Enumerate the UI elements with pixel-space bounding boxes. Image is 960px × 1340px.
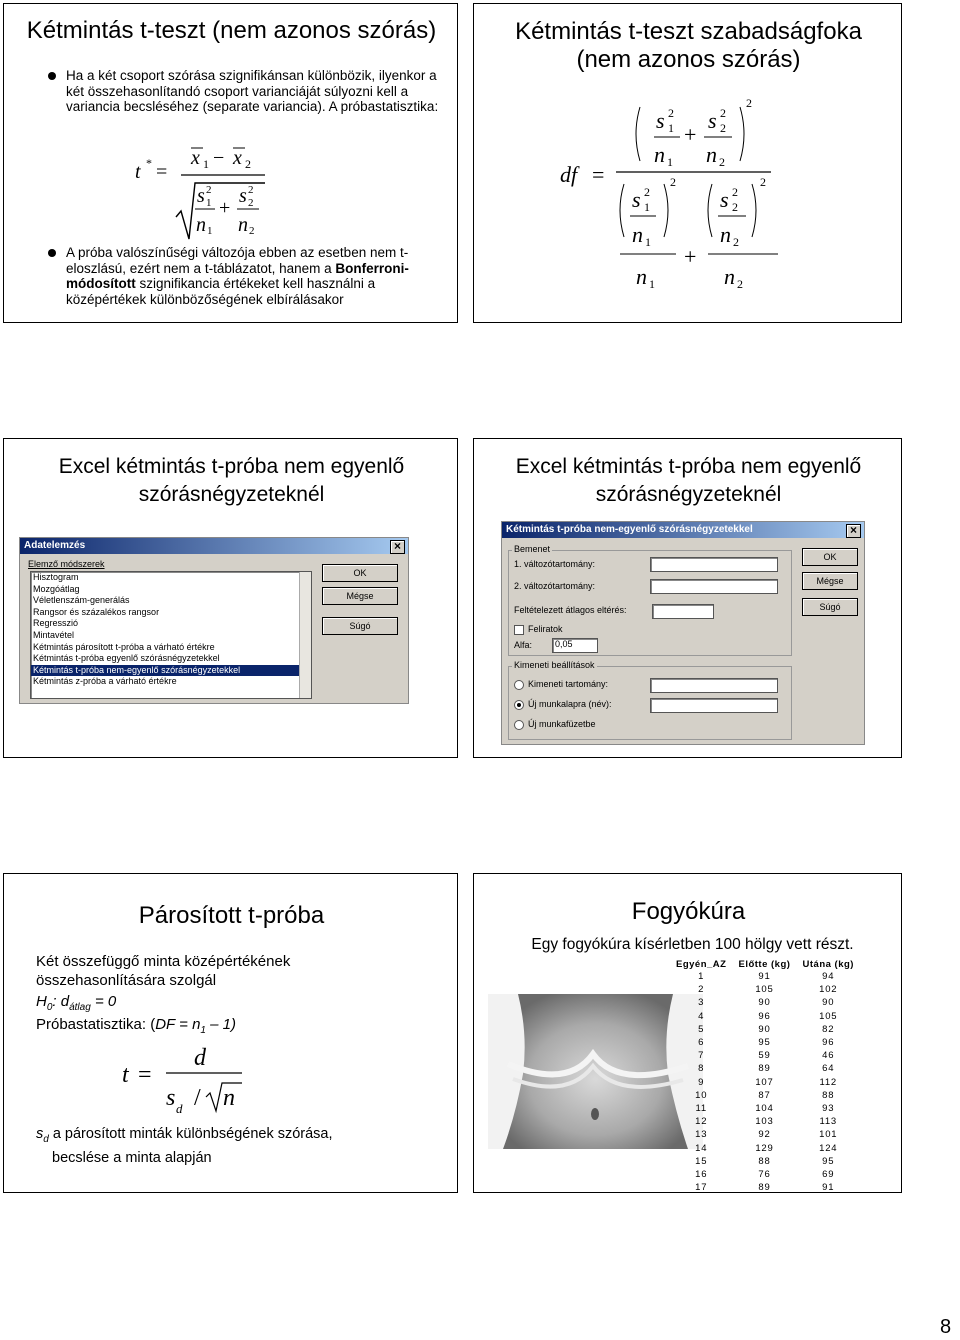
svg-text:s: s: [632, 187, 641, 212]
svg-text:/: /: [194, 1085, 201, 1111]
svg-text:s: s: [708, 108, 717, 133]
svg-text:=: =: [592, 162, 605, 187]
svg-text:=: =: [156, 161, 168, 183]
svg-text:n: n: [223, 1085, 235, 1111]
bonferroni-bold: Bonferroni-módosított: [66, 260, 409, 291]
list-item[interactable]: Hisztogram: [33, 572, 79, 582]
svg-text:=: =: [138, 1062, 152, 1088]
table-cell: 8: [698, 1063, 705, 1075]
table-cell: 46: [822, 1050, 835, 1062]
svg-text:+: +: [684, 244, 697, 269]
table-cell: 12: [695, 1116, 708, 1128]
table-cell: 102: [819, 984, 838, 996]
svg-text:1: 1: [668, 121, 674, 135]
table-cell: 94: [822, 971, 835, 983]
paired-description: Két összefüggő minta középértékének összehasonlítására szolgál: [36, 953, 291, 989]
output-group-label: Kimeneti beállítások: [514, 660, 595, 670]
bullet-text: Ha a két csoport szórása szignifikánsan különbözik, ilyenkor a két összehasonlítandó csoport varianciáját súlyozni kell a variancia becsléséhez (separate variancia). A próbastatisztika:: [66, 68, 439, 114]
table-row: [670, 1128, 860, 1141]
svg-text:1: 1: [649, 277, 655, 291]
var1-input[interactable]: [650, 557, 778, 572]
svg-text:n: n: [654, 142, 665, 167]
table-cell: 16: [695, 1168, 708, 1180]
svg-text:n: n: [636, 264, 647, 289]
sd-text2: becslése a minta alapján: [52, 1149, 212, 1166]
slide-title: Párosított t-próba: [138, 902, 325, 929]
close-icon[interactable]: ×: [390, 540, 405, 554]
table-cell: 93: [822, 1102, 835, 1114]
table-cell: 82: [822, 1023, 835, 1035]
t-statistic-formula: [129, 139, 279, 244]
list-item[interactable]: Kétmintás t-próba nem-egyenlő szórásnégyzetekkel: [31, 665, 311, 677]
table-cell: 90: [758, 1023, 771, 1035]
svg-text:*: *: [146, 156, 152, 170]
table-cell: 124: [819, 1142, 838, 1154]
table-cell: 6: [698, 1037, 705, 1049]
table-cell: 91: [758, 971, 771, 983]
svg-text:2: 2: [644, 185, 650, 199]
svg-text:s: s: [166, 1085, 176, 1111]
table-cell: 59: [758, 1050, 771, 1062]
null-hypothesis: [36, 993, 116, 1013]
h0-d: : d: [52, 993, 70, 1010]
table-cell: 7: [698, 1050, 705, 1062]
close-icon[interactable]: ×: [846, 524, 861, 538]
table-cell: 88: [758, 1155, 771, 1167]
svg-text:s: s: [720, 187, 729, 212]
table-cell: 105: [755, 984, 774, 996]
svg-text:n: n: [238, 214, 248, 236]
svg-text:2: 2: [733, 235, 739, 249]
stat-df: DF: [155, 1016, 175, 1033]
h0-end: = 0: [90, 993, 117, 1010]
table-row: [670, 1062, 860, 1075]
svg-text:1: 1: [645, 235, 651, 249]
var2-input[interactable]: [650, 579, 778, 594]
table-cell: 96: [822, 1037, 835, 1049]
table-cell: 113: [819, 1116, 838, 1128]
table-cell: 90: [758, 997, 771, 1009]
slide-diet-example: [473, 873, 902, 1193]
df-formula: [556, 92, 866, 302]
table-cell: 69: [822, 1168, 835, 1180]
table-cell: 129: [755, 1142, 774, 1154]
svg-text:2: 2: [719, 155, 725, 169]
svg-text:n: n: [720, 222, 731, 247]
svg-text:x: x: [233, 147, 242, 169]
slide-subtitle: Egy fogyókúra kísérletben 100 hölgy vett részt.: [531, 936, 854, 953]
table-cell: 9: [698, 1076, 705, 1088]
svg-text:+: +: [219, 197, 231, 219]
input-group-label: Bemenet: [514, 544, 551, 554]
list-item[interactable]: Regresszió: [33, 618, 79, 629]
table-row: [670, 1010, 860, 1023]
table-cell: 13: [695, 1129, 708, 1141]
output-range-input[interactable]: [650, 678, 778, 693]
svg-text:2: 2: [245, 157, 251, 171]
table-row: [670, 1049, 860, 1062]
table-cell: 3: [698, 997, 705, 1009]
page-number: 8: [940, 1316, 952, 1338]
table-cell: 4: [698, 1010, 705, 1022]
table-cell: 15: [695, 1155, 708, 1167]
stat-a: Próbastatisztika: (: [36, 1016, 156, 1033]
slide-excel-dialog-2: [473, 438, 902, 758]
table-row: [670, 983, 860, 996]
diet-table: [670, 959, 860, 1193]
help-button[interactable]: Súgó: [322, 617, 398, 635]
new-sheet-radio[interactable]: [514, 700, 524, 710]
hyp-diff-input[interactable]: [652, 604, 714, 619]
slide-title: Excel kétmintás t-próba nem egyenlő szórásnégyzeteknél: [515, 455, 862, 506]
alpha-label: Alfa:: [514, 640, 533, 650]
table-cell: 11: [695, 1102, 707, 1114]
table-cell: 14: [695, 1142, 708, 1154]
bullet-text-end: szignifikancia értékeket kell használni a középértékek különbözőségének elbírálásakor: [66, 276, 376, 307]
t-test-dialog: [501, 521, 865, 745]
var1-label: 1. változótartomány:: [514, 559, 596, 569]
bullet-dot-icon: [48, 249, 56, 257]
svg-text:2: 2: [746, 96, 752, 110]
svg-text:1: 1: [203, 157, 209, 171]
table-body: [670, 970, 860, 1193]
list-item[interactable]: Mozgóátlag: [33, 583, 80, 594]
svg-text:d: d: [176, 1101, 183, 1116]
table-row: [670, 1076, 860, 1089]
svg-text:2: 2: [206, 184, 212, 196]
table-row: [670, 1115, 860, 1128]
table-cell: 101: [819, 1129, 838, 1141]
table-row: [670, 1181, 860, 1193]
table-cell: 88: [822, 1089, 835, 1101]
scrollbar[interactable]: [299, 572, 311, 698]
sd-description: [36, 1125, 333, 1167]
svg-text:x: x: [191, 147, 200, 169]
bullet-bonferroni: [66, 245, 426, 307]
table-cell: 64: [822, 1063, 835, 1075]
sd-s: s: [36, 1126, 44, 1142]
svg-text:2: 2: [670, 175, 676, 189]
labels-label: Feliratok: [528, 624, 563, 634]
svg-text:2: 2: [720, 106, 726, 120]
table-cell: 91: [822, 1182, 835, 1193]
table-cell: 104: [755, 1102, 774, 1114]
slide-paired-t-test: [3, 873, 458, 1193]
svg-text:+: +: [684, 122, 697, 147]
list-item[interactable]: Kétmintás párosított t-próba a várható értékre: [33, 641, 215, 652]
h0-atlag: átlag: [69, 1002, 91, 1013]
table-row: [670, 970, 860, 983]
list-item[interactable]: Mintavétel: [33, 629, 75, 640]
table-cell: 92: [758, 1129, 771, 1141]
slide-degrees-of-freedom: [473, 3, 902, 323]
svg-text:1: 1: [644, 200, 650, 214]
slide-title: Kétmintás t-teszt (nem azonos szórás): [26, 17, 437, 44]
ok-button[interactable]: OK: [322, 564, 398, 582]
table-row: [670, 1089, 860, 1102]
svg-text:n: n: [632, 222, 643, 247]
svg-text:1: 1: [667, 155, 673, 169]
svg-text:n: n: [724, 264, 735, 289]
dialog-titlebar: [502, 522, 864, 538]
table-row: [670, 1168, 860, 1181]
alpha-input[interactable]: [552, 638, 598, 653]
methods-label: Elemző módszerek: [28, 559, 105, 569]
sd-sub: d: [43, 1133, 49, 1145]
svg-text:1: 1: [207, 225, 213, 237]
table-header-row: [670, 959, 860, 970]
svg-text:s: s: [239, 185, 247, 207]
svg-text:s: s: [656, 108, 665, 133]
svg-text:2: 2: [720, 121, 726, 135]
table-cell: 17: [695, 1182, 708, 1193]
table-cell: 76: [758, 1168, 771, 1180]
table-cell: 89: [758, 1182, 771, 1193]
list-item[interactable]: Kétmintás t-próba egyenlő szórásnégyzetekkel: [33, 653, 220, 664]
output-range-radio[interactable]: [514, 680, 524, 690]
bullet-text: A próba valószínűségi változója ebben az esetben nem t-eloszlású, ezért nem a t-táblázatot, hanem a: [66, 245, 409, 276]
list-item[interactable]: Kétmintás z-próba a várható értékre: [33, 676, 177, 687]
svg-text:1: 1: [206, 197, 212, 209]
svg-text:t: t: [135, 161, 141, 183]
h0-sub: 0: [46, 1002, 53, 1013]
svg-text:2: 2: [248, 184, 254, 196]
table-cell: 105: [819, 1010, 838, 1022]
h0-h: H: [36, 993, 47, 1010]
stat-b: =: [174, 1016, 193, 1033]
table-cell: 103: [755, 1116, 774, 1128]
svg-text:df: df: [560, 162, 578, 187]
slide-title: Fogyókúra: [631, 898, 746, 925]
svg-text:2: 2: [668, 106, 674, 120]
methods-listbox[interactable]: [30, 571, 312, 699]
stat-n: n: [192, 1016, 201, 1033]
new-sheet-input[interactable]: [650, 698, 778, 713]
table-cell: 95: [758, 1037, 771, 1049]
svg-text:n: n: [706, 142, 717, 167]
dialog-title: Kétmintás t-próba nem-egyenlő szórásnégyzetekkel: [506, 524, 753, 535]
table-cell: 112: [819, 1076, 838, 1088]
col-header: Egyén_AZ: [675, 959, 727, 970]
svg-text:2: 2: [249, 225, 255, 237]
table-cell: 10: [695, 1089, 708, 1101]
list-item[interactable]: Véletlenszám-generálás: [33, 595, 130, 606]
svg-text:d: d: [194, 1045, 206, 1071]
table-row: [670, 1023, 860, 1036]
table-row: [670, 1102, 860, 1115]
table-row: [670, 996, 860, 1009]
bullet-dot-icon: [48, 72, 56, 80]
svg-text:2: 2: [737, 277, 743, 291]
svg-text:s: s: [197, 185, 205, 207]
table-cell: 2: [698, 984, 705, 996]
table-row: [670, 1141, 860, 1154]
table-cell: 95: [822, 1155, 835, 1167]
svg-text:n: n: [196, 214, 206, 236]
svg-text:2: 2: [760, 175, 766, 189]
slide-title: Excel kétmintás t-próba nem egyenlő szórásnégyzeteknél: [58, 455, 405, 506]
hyp-diff-label: Feltételezett átlagos eltérés:: [514, 605, 627, 615]
help-button[interactable]: Súgó: [802, 598, 858, 616]
new-book-label: Új munkafüzetbe: [528, 719, 596, 729]
svg-text:2: 2: [732, 185, 738, 199]
stat-sub: 1: [200, 1025, 206, 1036]
stat-c: – 1): [205, 1016, 236, 1033]
svg-text:2: 2: [732, 200, 738, 214]
table-row: [670, 1036, 860, 1049]
col-header: Előtte (kg): [738, 959, 791, 970]
svg-text:−: −: [213, 147, 225, 169]
col-header: Utána (kg): [802, 959, 854, 970]
table-cell: 90: [822, 997, 835, 1009]
output-range-label: Kimeneti tartomány:: [528, 679, 609, 689]
svg-text:t: t: [122, 1062, 129, 1088]
new-sheet-label: Új munkalapra (név):: [528, 699, 612, 709]
cancel-button[interactable]: Mégse: [802, 572, 858, 590]
table-cell: 107: [755, 1076, 774, 1088]
labels-checkbox[interactable]: [514, 625, 524, 635]
slide-title: Kétmintás t-teszt szabadságfoka (nem azonos szórás): [515, 18, 862, 73]
table-cell: 5: [698, 1023, 705, 1035]
alpha-value: 0,05: [555, 639, 573, 649]
data-analysis-dialog: [19, 537, 409, 704]
slide-separate-variance-t-test: [3, 3, 458, 323]
test-statistic-label: [36, 1016, 236, 1036]
svg-text:2: 2: [248, 197, 254, 209]
paired-t-formula: [116, 1039, 256, 1119]
table-row: [670, 1155, 860, 1168]
table-cell: 1: [698, 971, 705, 983]
dialog-title: Adatelemzés: [24, 540, 86, 551]
sd-text: a párosított minták különbségének szórása,: [48, 1126, 333, 1142]
methods-list: [31, 572, 311, 688]
table-cell: 96: [758, 1010, 771, 1022]
bullet-separate-variance: [66, 68, 446, 115]
var2-label: 2. változótartomány:: [514, 581, 596, 591]
list-item[interactable]: Rangsor és százalékos rangsor: [33, 606, 160, 617]
new-book-radio[interactable]: [514, 720, 524, 730]
table-cell: 89: [758, 1063, 771, 1075]
dialog-titlebar: [20, 538, 408, 554]
ok-button[interactable]: OK: [802, 548, 858, 566]
table-cell: 87: [758, 1089, 771, 1101]
cancel-button[interactable]: Mégse: [322, 587, 398, 605]
slide-excel-dialog-1: [3, 438, 458, 758]
